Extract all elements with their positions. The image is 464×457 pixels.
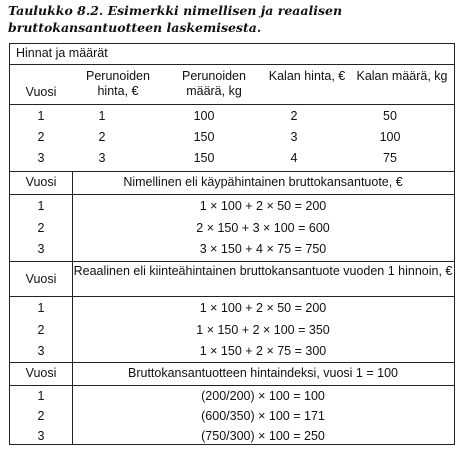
cell-calculation: (750/300) × 100 = 250 [201, 429, 325, 443]
table-caption: Taulukko 8.2. Esimerkki nimellisen ja reaalisen bruttokansantuotteen laskemisesta. [8, 3, 343, 35]
cell-potato-quantity: 150 [193, 130, 215, 144]
cell-calculation: 1 × 100 + 2 × 50 = 200 [199, 199, 327, 213]
cell-calculation: 3 × 150 + 4 × 75 = 750 [199, 242, 327, 256]
cell-calculation: 1 × 100 + 2 × 50 = 200 [199, 301, 327, 315]
data-table [9, 43, 455, 445]
cell-fish-price: 2 [290, 109, 298, 123]
separator [10, 194, 454, 195]
cell-potato-price: 2 [98, 130, 106, 144]
column-header-fish-price: Kalan hinta, € [268, 69, 346, 83]
cell-year: 1 [37, 301, 45, 315]
cell-fish-quantity: 75 [383, 151, 397, 165]
column-header-fish-quantity: Kalan määrä, kg [356, 69, 448, 83]
section-title-real: Reaalinen eli kiinteähintainen bruttokansantuote vuoden 1 hinnoin, € [73, 264, 453, 278]
section-year-label: Vuosi [25, 175, 57, 189]
separator [10, 104, 454, 105]
section-title-index: Bruttokansantuotteen hintaindeksi, vuosi 1 = 100 [128, 366, 398, 380]
cell-year: 1 [37, 199, 45, 213]
column-header-year: Vuosi [25, 85, 57, 99]
separator [10, 362, 454, 363]
cell-year: 2 [37, 130, 45, 144]
cell-year: 1 [37, 109, 45, 123]
cell-calculation: (600/350) × 100 = 171 [201, 409, 325, 423]
cell-potato-price: 3 [98, 151, 106, 165]
cell-year: 2 [37, 323, 45, 337]
separator [10, 261, 454, 262]
cell-calculation: (200/200) × 100 = 100 [201, 389, 325, 403]
cell-year: 2 [37, 221, 45, 235]
cell-calculation: 1 × 150 + 2 × 100 = 350 [196, 323, 330, 337]
cell-year: 3 [37, 242, 45, 256]
cell-potato-price: 1 [98, 109, 106, 123]
separator [10, 385, 454, 386]
section-year-label: Vuosi [25, 272, 57, 286]
cell-year: 3 [37, 344, 45, 358]
cell-year: 3 [37, 429, 45, 443]
section-title-nominal: Nimellinen eli käypähintainen bruttokansantuote, € [123, 175, 403, 189]
cell-potato-quantity: 100 [193, 109, 215, 123]
cell-fish-quantity: 50 [383, 109, 397, 123]
separator [10, 171, 454, 172]
cell-fish-price: 3 [290, 130, 298, 144]
cell-potato-quantity: 150 [193, 151, 215, 165]
cell-year: 2 [37, 409, 45, 423]
column-header-potato-price: Perunoiden hinta, € [86, 69, 150, 98]
table-title: Hinnat ja määrät [16, 46, 108, 60]
cell-fish-quantity: 100 [379, 130, 401, 144]
cell-year: 1 [37, 389, 45, 403]
cell-fish-price: 4 [290, 151, 298, 165]
cell-year: 3 [37, 151, 45, 165]
cell-calculation: 2 × 150 + 3 × 100 = 600 [196, 221, 330, 235]
separator [10, 64, 454, 65]
separator [10, 296, 454, 297]
column-header-potato-quantity: Perunoiden määrä, kg [182, 69, 246, 98]
section-year-label: Vuosi [25, 366, 57, 380]
cell-calculation: 1 × 150 + 2 × 75 = 300 [199, 344, 327, 358]
column-divider [72, 171, 73, 445]
